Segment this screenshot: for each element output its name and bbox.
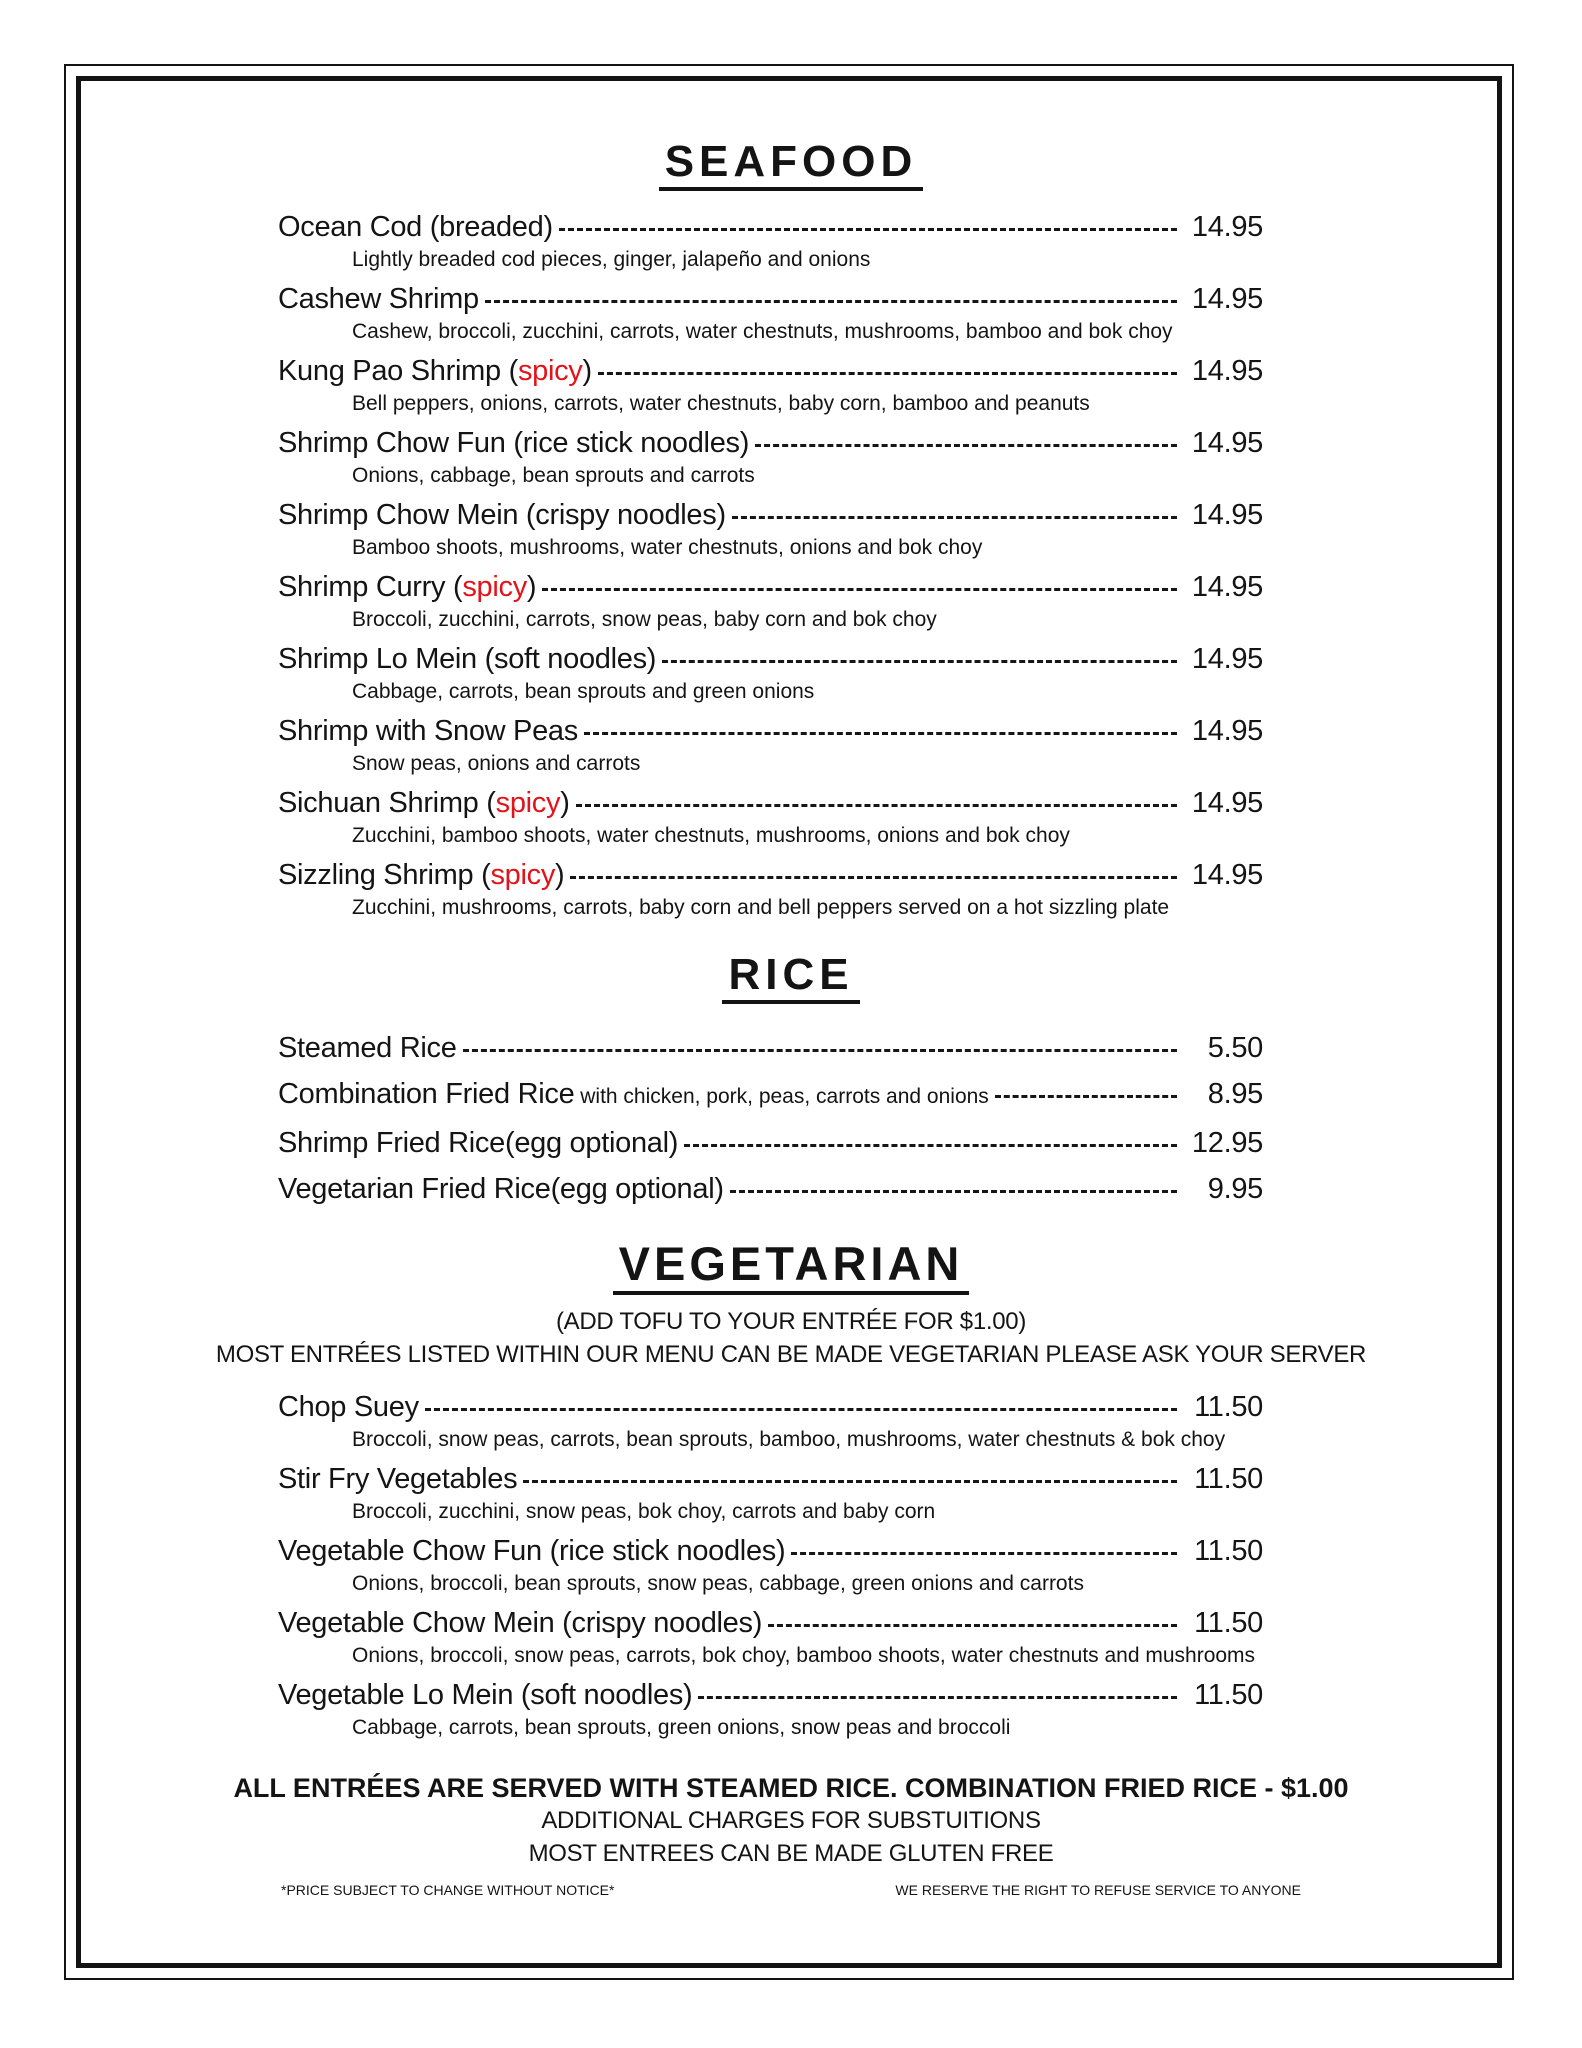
footnote-price-change: *PRICE SUBJECT TO CHANGE WITHOUT NOTICE*: [281, 1881, 615, 1898]
footnote-row: [81, 1882, 1501, 1898]
item-name-text: Cashew Shrimp: [278, 283, 479, 316]
menu-page: [81, 81, 1501, 1967]
vegetarian-item-list: [81, 1389, 1501, 1742]
dotted-leader: [463, 1049, 1177, 1052]
item-name-text: Ocean Cod (breaded): [278, 211, 553, 244]
item-name-text: Sizzling Shrimp: [278, 859, 474, 892]
dotted-leader: [576, 804, 1177, 807]
menu-item: [278, 1461, 1263, 1526]
item-name-text: Shrimp Chow Mein (crispy noodles): [278, 499, 726, 532]
spicy-label: spicy: [462, 571, 527, 604]
vegetarian-notes: [81, 1305, 1501, 1371]
item-name: [278, 209, 553, 245]
item-name: Sizzling Shrimp (spicy): [278, 859, 565, 892]
item-price: 14.95: [1191, 787, 1263, 820]
menu-item-row: [278, 353, 1263, 389]
dotted-leader: [791, 1552, 1177, 1555]
item-name: Shrimp Curry (spicy): [278, 571, 537, 604]
item-name-text: Shrimp with Snow Peas: [278, 715, 578, 748]
dotted-leader: [995, 1095, 1177, 1098]
item-name: [278, 1389, 419, 1425]
item-description: Lightly breaded cod pieces, ginger, jalapeño and onions: [352, 248, 871, 272]
item-name: [278, 1030, 457, 1066]
menu-item-row: [278, 857, 1263, 893]
dotted-leader: [662, 660, 1177, 663]
item-price: 14.95: [1191, 211, 1263, 244]
item-name-text: Vegetable Chow Fun (rice stick noodles): [278, 1534, 786, 1567]
item-name: [278, 425, 749, 461]
item-price: 11.50: [1194, 1678, 1263, 1711]
dotted-leader: [755, 444, 1177, 447]
item-name: [278, 713, 578, 749]
item-description: Bell peppers, onions, carrots, water chestnuts, baby corn, bamboo and peanuts: [352, 392, 1090, 416]
footer-substitutions-note: ADDITIONAL CHARGES FOR SUBSTUITIONS: [541, 1806, 1041, 1834]
menu-item: [278, 1677, 1263, 1742]
item-description: Broccoli, snow peas, carrots, bean sprouts, bamboo, mushrooms, water chestnuts & bok choy: [352, 1427, 1226, 1451]
item-name-text: Vegetable Lo Mein (soft noodles): [278, 1678, 693, 1711]
dotted-leader: [768, 1624, 1177, 1627]
menu-item: [278, 353, 1263, 418]
item-name-text: Shrimp Lo Mein (soft noodles): [278, 643, 657, 676]
item-name: Sichuan Shrimp (spicy): [278, 787, 570, 820]
footnote-refuse-service: WE RESERVE THE RIGHT TO REFUSE SERVICE TO ANYONE: [895, 1881, 1301, 1898]
item-name-text: Combination Fried Rice: [278, 1078, 575, 1111]
item-description: Onions, broccoli, bean sprouts, snow peas, cabbage, green onions and carrots: [352, 1571, 1084, 1595]
item-name-text: Steamed Rice: [278, 1032, 457, 1065]
item-name-text: Vegetable Chow Mein (crispy noodles): [278, 1606, 763, 1639]
item-price: 14.95: [1191, 643, 1263, 676]
item-price: 14.95: [1191, 427, 1263, 460]
item-description: Broccoli, zucchini, snow peas, bok choy, carrots and baby corn: [352, 1499, 936, 1523]
menu-item: [278, 1076, 1263, 1115]
menu-item-row: [278, 497, 1263, 533]
vegetarian-note-server: MOST ENTRÉES LISTED WITHIN OUR MENU CAN BE MADE VEGETARIAN PLEASE ASK YOUR SERVER: [215, 1340, 1367, 1368]
item-name-text: Shrimp Fried Rice(egg optional): [278, 1127, 679, 1160]
item-description: Onions, cabbage, bean sprouts and carrots: [352, 464, 755, 488]
vegetarian-note-tofu: (ADD TOFU TO YOUR ENTRÉE FOR $1.00): [555, 1307, 1027, 1335]
menu-item: [278, 281, 1263, 346]
menu-item-row: [278, 1389, 1263, 1425]
section-title-vegetarian: [81, 1239, 1501, 1294]
menu-item: [278, 425, 1263, 490]
item-name-text: Shrimp Curry: [278, 571, 446, 604]
menu-item: [278, 857, 1263, 922]
menu-item: [278, 1533, 1263, 1598]
menu-item: [278, 1605, 1263, 1670]
dotted-leader: [732, 516, 1177, 519]
menu-item-row: [278, 1125, 1263, 1161]
item-description: Cabbage, carrots, bean sprouts, green onions, snow peas and broccoli: [352, 1715, 1011, 1739]
item-price: 11.50: [1194, 1462, 1263, 1495]
item-description: Snow peas, onions and carrots: [352, 752, 641, 776]
menu-item: [278, 641, 1263, 706]
seafood-item-list: [81, 209, 1501, 922]
section-title-text: RICE: [722, 952, 859, 1004]
dotted-leader: [730, 1190, 1177, 1193]
item-name-text: Stir Fry Vegetables: [278, 1462, 518, 1495]
menu-item: [278, 209, 1263, 274]
item-description: Onions, broccoli, snow peas, carrots, bok choy, bamboo shoots, water chestnuts and mushrooms: [352, 1643, 1256, 1667]
item-price: 11.50: [1194, 1606, 1263, 1639]
rice-item-list: [81, 1030, 1501, 1207]
menu-item-row: [278, 1605, 1263, 1641]
item-price: 11.50: [1194, 1534, 1263, 1567]
menu-item-row: [278, 1076, 1263, 1115]
item-name: [278, 1533, 785, 1569]
item-description: Zucchini, mushrooms, carrots, baby corn and bell peppers served on a hot sizzling plate: [352, 896, 1170, 920]
item-price: 14.95: [1191, 283, 1263, 316]
item-description: Cashew, broccoli, zucchini, carrots, water chestnuts, mushrooms, bamboo and bok choy: [352, 320, 1173, 344]
spicy-label: spicy: [495, 787, 561, 820]
menu-item: [278, 569, 1263, 634]
menu-item-row: [278, 1677, 1263, 1713]
menu-item-row: [278, 425, 1263, 461]
dotted-leader: [559, 228, 1177, 231]
footer-steamed-rice-note: ALL ENTRÉES ARE SERVED WITH STEAMED RICE. COMBINATION FRIED RICE - $1.00: [233, 1772, 1349, 1803]
menu-item-row: [278, 713, 1263, 749]
section-title-text: VEGETARIAN: [613, 1239, 970, 1294]
dotted-leader: [425, 1408, 1177, 1411]
menu-item: [278, 497, 1263, 562]
item-name: [278, 497, 726, 533]
menu-item-row: [278, 1030, 1263, 1066]
item-price: 14.95: [1191, 355, 1263, 388]
item-name: [278, 641, 656, 677]
item-name-text: Vegetarian Fried Rice(egg optional): [278, 1173, 724, 1206]
item-price: 5.50: [1207, 1032, 1263, 1065]
item-name-text: Chop Suey: [278, 1390, 419, 1423]
menu-item: [278, 785, 1263, 850]
dotted-leader: [542, 588, 1177, 591]
menu-item-row: [278, 1171, 1263, 1207]
item-price: 11.50: [1194, 1390, 1263, 1423]
menu-item-row: [278, 1461, 1263, 1497]
menu-item-row: [278, 209, 1263, 245]
section-title-rice: [81, 952, 1501, 1004]
item-name: Kung Pao Shrimp (spicy): [278, 355, 592, 388]
item-price: 9.95: [1207, 1173, 1263, 1206]
dotted-leader: [523, 1480, 1177, 1483]
item-name-text: Kung Pao Shrimp: [278, 355, 501, 388]
menu-item: [278, 713, 1263, 778]
item-name: [278, 1171, 724, 1207]
item-price: 14.95: [1191, 859, 1263, 892]
section-title-seafood: [81, 81, 1501, 191]
item-name-text: Sichuan Shrimp: [278, 787, 479, 820]
item-price: 14.95: [1191, 571, 1263, 604]
item-name-subtext: with chicken, pork, peas, carrots and onions: [574, 1085, 989, 1109]
menu-item-row: [278, 1533, 1263, 1569]
item-description: Bamboo shoots, mushrooms, water chestnuts, onions and bok choy: [352, 536, 983, 560]
menu-item-row: [278, 785, 1263, 821]
menu-item: [278, 1125, 1263, 1161]
item-description: Broccoli, zucchini, carrots, snow peas, baby corn and bok choy: [352, 608, 937, 632]
item-price: 8.95: [1207, 1078, 1263, 1111]
menu-item-row: [278, 281, 1263, 317]
menu-footer: [81, 1772, 1501, 1898]
dotted-leader: [698, 1696, 1177, 1699]
menu-item: [278, 1389, 1263, 1454]
item-description: Zucchini, bamboo shoots, water chestnuts, mushrooms, onions and bok choy: [352, 824, 1070, 848]
item-name: [278, 281, 479, 317]
dotted-leader: [598, 372, 1177, 375]
item-name: [278, 1125, 678, 1161]
item-name: [278, 1605, 762, 1641]
item-price: 14.95: [1191, 715, 1263, 748]
section-title-text: SEAFOOD: [659, 139, 924, 191]
menu-item-row: [278, 569, 1263, 605]
item-name-text: Shrimp Chow Fun (rice stick noodles): [278, 427, 750, 460]
dotted-leader: [684, 1144, 1177, 1147]
item-description: Cabbage, carrots, bean sprouts and green onions: [352, 680, 815, 704]
item-name: [278, 1461, 517, 1497]
menu-item: [278, 1030, 1263, 1066]
item-price: 12.95: [1191, 1127, 1263, 1160]
footer-gluten-free-note: MOST ENTREES CAN BE MADE GLUTEN FREE: [528, 1839, 1054, 1867]
spicy-label: spicy: [490, 859, 556, 892]
item-name: [278, 1076, 989, 1115]
dotted-leader: [485, 300, 1177, 303]
menu-item-row: [278, 641, 1263, 677]
item-price: 14.95: [1191, 499, 1263, 532]
menu-item: [278, 1171, 1263, 1207]
item-name: [278, 1677, 692, 1713]
dotted-leader: [570, 876, 1177, 879]
spicy-label: spicy: [517, 355, 583, 388]
dotted-leader: [584, 732, 1177, 735]
